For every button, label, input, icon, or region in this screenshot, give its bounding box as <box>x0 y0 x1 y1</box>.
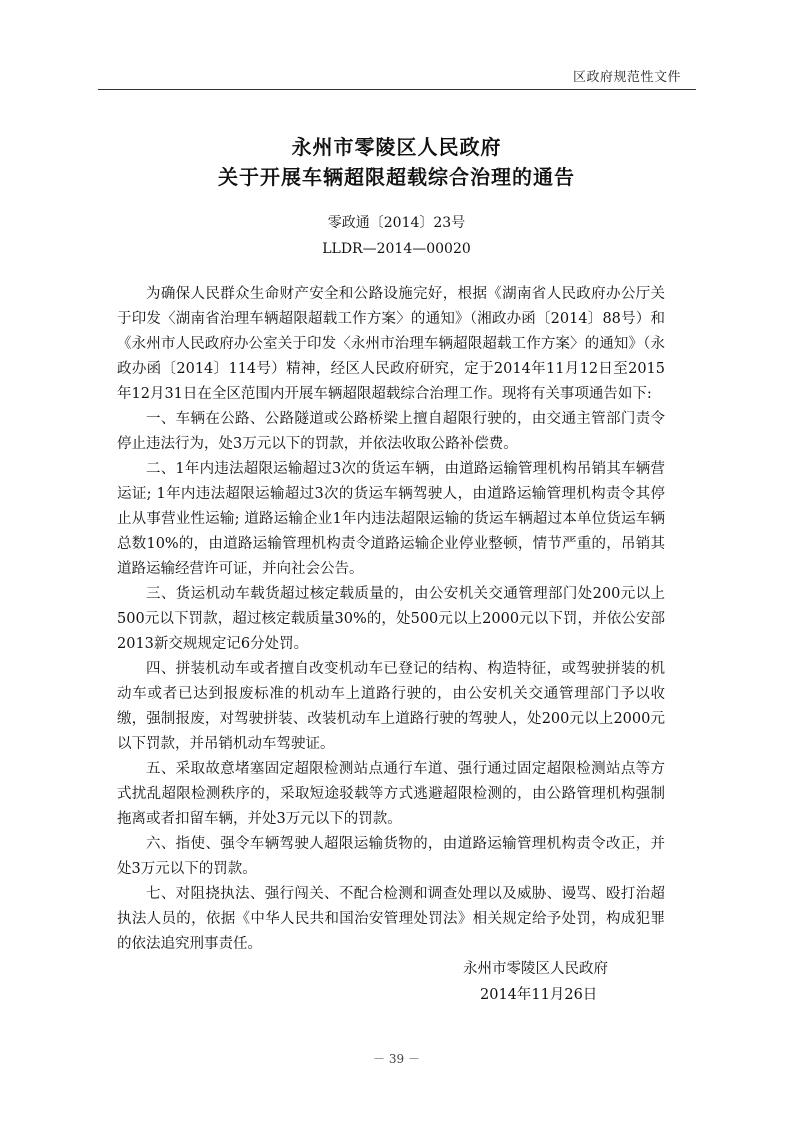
paragraph-intro: 为确保人民群众生命财产安全和公路设施完好，根据《湖南省人民政府办公厅关于印发〈湖南省治理车辆超限超载工作方案〉的通知》（湘政办函〔2014〕88号）和《永州市人民政府办公室关于印发〈永州市治理车辆超限超载工作方案〉的通知》（永政办函〔2014〕114号）精神，经区人民政府研究，定于2014年11月12日至2015年12月31日在全区范围内开展车辆超限超载综合治理工作。现将有关事项通告如下: <box>117 286 665 402</box>
document-title <box>0 132 793 192</box>
paragraph-item-6: 六、指使、强令车辆驾驶人超限运输货物的，由道路运输管理机构责令改正，并处3万元以下的罚款。 <box>117 836 665 877</box>
document-body <box>117 282 665 957</box>
signature-organization: 永州市零陵区人民政府 <box>463 961 608 977</box>
paragraph-item-5: 五、采取故意堵塞固定超限检测站点通行车道、强行通过固定超限检测站点等方式扰乱超限检测秩序的，采取短途驳载等方式逃避超限检测的，由公路管理机构强制拖离或者扣留车辆，并处3万元以下的罚款。 <box>117 761 665 827</box>
paragraph-item-2: 二、1年内违法超限运输超过3次的货运车辆，由道路运输管理机构吊销其车辆营运证; 1年内违法超限运输超过3次的货运车辆驾驶人，由道路运输管理机构责令其停止从事营业性运输; 道路运输企业1年内违法超限运输的货运车辆超过本单位货运车辆总数10%的，由道路运输管理机构责令道路运输企业停业整顿，情节严重的，吊销其道路运输经营许可证，并向社会公告。 <box>117 461 665 577</box>
paragraph-item-4: 四、拼装机动车或者擅自改变机动车已登记的结构、构造特征，或驾驶拼装的机动车或者已达到报废标准的机动车上道路行驶的，由公安机关交通管理部门予以收缴，强制报废，对驾驶拼装、改装机动车上道路行驶的驾驶人，处200元以上2000元以下罚款，并吊销机动车驾驶证。 <box>117 661 665 752</box>
doc-number-line-2: LLDR—2014—00020 <box>322 241 471 257</box>
document-number <box>0 210 793 262</box>
header-divider <box>98 89 696 90</box>
paragraph-item-3: 三、货运机动车载货超过核定载质量的，由公安机关交通管理部门处200元以上500元以下罚款，超过核定载质量30%的，处500元以上2000元以下罚，并依公安部2013新交规规定记6分处罚。 <box>117 586 665 652</box>
header-label: 区政府规范性文件 <box>572 70 681 85</box>
title-line-1: 永州市零陵区人民政府 <box>291 135 502 159</box>
doc-number-line-1: 零政通〔2014〕23号 <box>327 215 466 231</box>
paragraph-item-1: 一、车辆在公路、公路隧道或公路桥梁上擅自超限行驶的，由交通主管部门责令停止违法行为，处3万元以下的罚款，并依法收取公路补偿费。 <box>117 411 665 452</box>
title-line-2: 关于开展车辆超限超载综合治理的通告 <box>218 165 575 189</box>
paragraph-item-7: 七、对阻挠执法、强行闯关、不配合检测和调查处理以及威胁、谩骂、殴打治超执法人员的，依据《中华人民共和国治安管理处罚法》相关规定给予处罚，构成犯罪的依法追究刑事责任。 <box>117 886 665 952</box>
page-number: － 39 － <box>373 1052 420 1066</box>
signature-date: 2014年11月26日 <box>480 987 598 1003</box>
